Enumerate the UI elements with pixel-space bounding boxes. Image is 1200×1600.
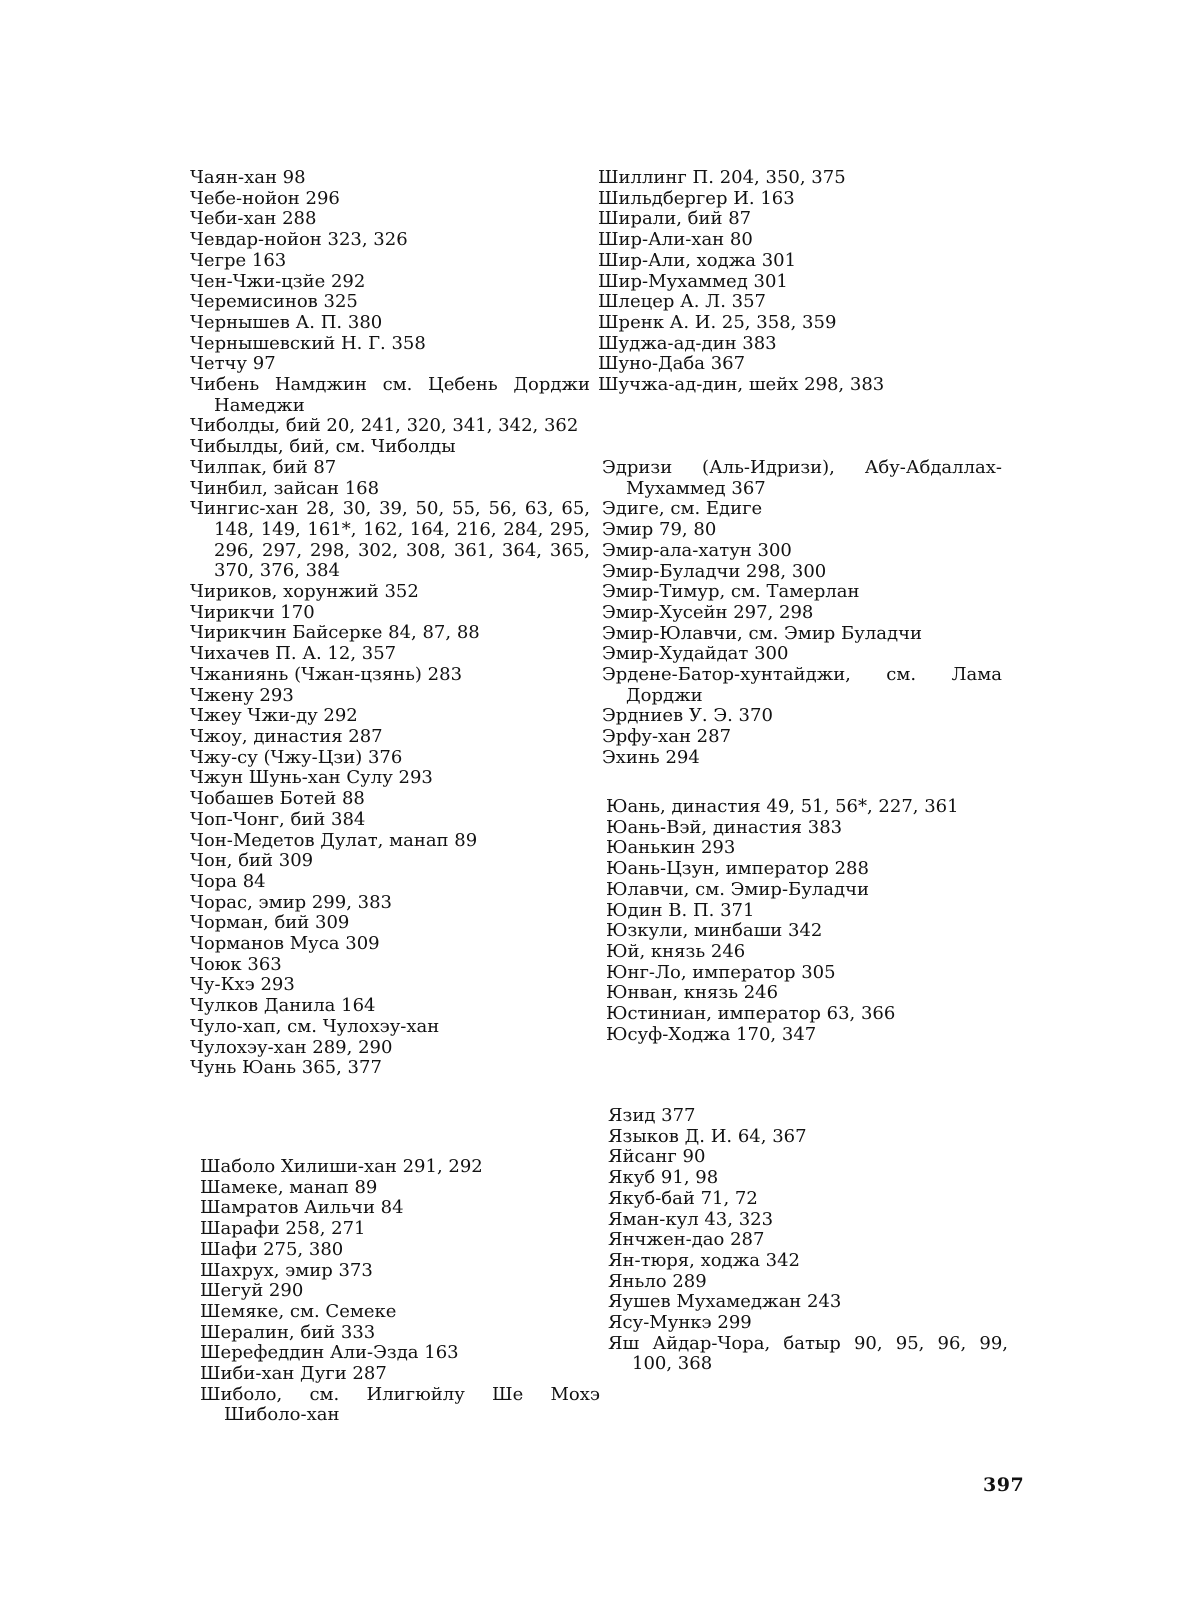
index-entry: Яман-кул 43, 323 bbox=[608, 1208, 774, 1230]
index-entry: Эмир-Хусейн 297, 298 bbox=[602, 601, 814, 623]
index-entry: Чевдар-нойон 323, 326 bbox=[190, 229, 408, 251]
index-entry: Шучжа-ад-дин, шейх 298, 383 bbox=[598, 374, 885, 396]
index-entry: Чибылды, бий, см. Чиболды bbox=[190, 436, 456, 458]
index-block-yu bbox=[606, 797, 1006, 1045]
index-entry: Шералин, бий 333 bbox=[200, 1321, 376, 1343]
index-entry: Шахрух, эмир 373 bbox=[200, 1259, 373, 1281]
index-entry: Чингис-хан 28, 30, 39, 50, 55, 56, 63, 65, 148, 149, 161*, 162, 164, 216, 284, 295, 296, 297, 298, 302, 308, 361, 364, 365, 370, 376, 384 bbox=[190, 498, 590, 582]
index-entry: Шегуй 290 bbox=[200, 1280, 304, 1302]
index-block-sha bbox=[200, 1157, 600, 1426]
index-entry: Шамратов Аильчи 84 bbox=[200, 1197, 404, 1219]
index-entry: Эрдене-Батор-хунтайджи, см. Лама Дорджи bbox=[602, 664, 1002, 706]
index-entry: Чора 84 bbox=[190, 870, 266, 892]
index-entry: Юань, династия 49, 51, 56*, 227, 361 bbox=[606, 796, 959, 817]
index-entry: Чегре 163 bbox=[190, 249, 287, 271]
index-entry: Чорманов Муса 309 bbox=[190, 933, 380, 955]
index-entry: Эдризи (Аль-Идризи), Абу-Абдаллах-Мухаммед 367 bbox=[602, 457, 1002, 499]
index-entry: Чеби-хан 288 bbox=[190, 208, 317, 230]
index-entry: Чинбил, зайсан 168 bbox=[190, 477, 380, 499]
index-entry: Чоюк 363 bbox=[190, 953, 282, 975]
index-entry: Яушев Мухамеджан 243 bbox=[608, 1291, 842, 1313]
index-entry: Чжену 293 bbox=[190, 684, 294, 706]
index-entry: Чиболды, бий 20, 241, 320, 341, 342, 362 bbox=[190, 415, 579, 437]
index-entry: Чжу-су (Чжу-Цзи) 376 bbox=[190, 746, 403, 768]
index-entry: Черемисинов 325 bbox=[190, 291, 358, 313]
index-entry: Эмир-Тимур, см. Тамерлан bbox=[602, 581, 860, 603]
index-entry: Ясу-Мункэ 299 bbox=[608, 1312, 752, 1334]
index-entry: Юдин В. П. 371 bbox=[606, 899, 755, 921]
index-entry: Якуб 91, 98 bbox=[608, 1167, 719, 1189]
index-entry: Чжун Шунь-хан Сулу 293 bbox=[190, 767, 433, 789]
index-entry: Эмир-Буладчи 298, 300 bbox=[602, 560, 827, 582]
index-entry: Яш Айдар-Чора, батыр 90, 95, 96, 99, 100, 368 bbox=[608, 1332, 1008, 1375]
index-entry: Ян-тюря, ходжа 342 bbox=[608, 1249, 801, 1271]
index-entry: Шир-Мухаммед 301 bbox=[598, 270, 788, 292]
index-entry: Юсуф-Ходжа 170, 347 bbox=[606, 1023, 817, 1045]
index-entry: Чжаниянь (Чжан-цзянь) 283 bbox=[190, 663, 463, 685]
index-block-shi bbox=[598, 168, 998, 396]
index-entry: Шиболо, см. Илигюйлу Ше Мохэ Шиболо-хан bbox=[200, 1383, 600, 1426]
index-entry: Чирикчи 170 bbox=[190, 601, 315, 623]
index-entry: Эмир-Юлавчи, см. Эмир Буладчи bbox=[602, 622, 923, 644]
index-entry: Шиллинг П. 204, 350, 375 bbox=[598, 167, 846, 188]
index-entry: Чорас, эмир 299, 383 bbox=[190, 891, 393, 913]
index-entry: Чибень Намджин см. Цебень Дорджи Намеджи bbox=[190, 374, 590, 416]
index-entry: Шарафи 258, 271 bbox=[200, 1218, 366, 1240]
index-entry: Четчу 97 bbox=[190, 353, 276, 375]
index-entry: Шаболо Хилиши-хан 291, 292 bbox=[200, 1156, 483, 1177]
index-entry: Чжоу, династия 287 bbox=[190, 725, 383, 747]
index-entry: Шафи 275, 380 bbox=[200, 1238, 344, 1260]
index-entry: Юань-Вэй, династия 383 bbox=[606, 816, 843, 838]
index-entry: Яйсанг 90 bbox=[608, 1146, 706, 1168]
index-entry: Язид 377 bbox=[608, 1105, 696, 1126]
index-entry: Яньло 289 bbox=[608, 1270, 707, 1292]
index-entry: Чихачев П. А. 12, 357 bbox=[190, 643, 397, 665]
index-entry: Шир-Али, ходжа 301 bbox=[598, 249, 797, 271]
index-entry: Чунь Юань 365, 377 bbox=[190, 1057, 382, 1079]
index-entry: Чирикчин Байсерке 84, 87, 88 bbox=[190, 622, 480, 644]
index-block-e bbox=[602, 458, 1002, 769]
index-entry: Чу-Кхэ 293 bbox=[190, 974, 295, 996]
index-entry: Юнг-Ло, император 305 bbox=[606, 961, 836, 983]
index-entry: Эхинь 294 bbox=[602, 746, 700, 768]
index-entry: Чебе-нойон 296 bbox=[190, 187, 340, 209]
index-entry: Юзкули, минбаши 342 bbox=[606, 920, 823, 942]
index-entry: Юань-Цзун, император 288 bbox=[606, 858, 869, 880]
index-entry: Эмир 79, 80 bbox=[602, 519, 717, 541]
index-entry: Шуджа-ад-дин 383 bbox=[598, 332, 777, 354]
index-entry: Чен-Чжи-цзйе 292 bbox=[190, 270, 366, 292]
index-entry: Ширали, бий 87 bbox=[598, 208, 752, 230]
index-entry: Чобашев Ботей 88 bbox=[190, 788, 365, 810]
index-entry: Шемяке, см. Семеке bbox=[200, 1300, 397, 1322]
index-entry: Шамеке, манап 89 bbox=[200, 1176, 378, 1198]
index-entry: Шлецер А. Л. 357 bbox=[598, 291, 766, 313]
index-entry: Чорман, бий 309 bbox=[190, 912, 350, 934]
index-entry: Чон-Медетов Дулат, манап 89 bbox=[190, 829, 478, 851]
index-entry: Якуб-бай 71, 72 bbox=[608, 1187, 758, 1209]
index-entry: Чуло-хап, см. Чулохэу-хан bbox=[190, 1015, 440, 1037]
index-entry: Чоп-Чонг, бий 384 bbox=[190, 808, 366, 830]
index-entry: Эдиге, см. Едиге bbox=[602, 498, 763, 520]
index-entry: Янчжен-дао 287 bbox=[608, 1229, 765, 1251]
index-entry: Шиби-хан Дуги 287 bbox=[200, 1363, 387, 1385]
index-entry: Чилпак, бий 87 bbox=[190, 456, 337, 478]
index-entry: Юлавчи, см. Эмир-Буладчи bbox=[606, 878, 869, 900]
index-entry: Шренк А. И. 25, 358, 359 bbox=[598, 311, 837, 333]
index-block-ya bbox=[608, 1106, 1008, 1375]
index-entry: Чернышев А. П. 380 bbox=[190, 311, 383, 333]
index-entry: Языков Д. И. 64, 367 bbox=[608, 1125, 807, 1147]
index-entry: Чон, бий 309 bbox=[190, 850, 314, 872]
index-entry: Чжеу Чжи-ду 292 bbox=[190, 705, 358, 727]
index-entry: Юнван, князь 246 bbox=[606, 982, 779, 1004]
index-entry: Юанькин 293 bbox=[606, 837, 736, 859]
index-entry: Эрдниев У. Э. 370 bbox=[602, 705, 773, 727]
index-entry: Шир-Али-хан 80 bbox=[598, 229, 753, 251]
index-entry: Чириков, хорунжий 352 bbox=[190, 581, 419, 603]
page-number: 397 bbox=[983, 1474, 1025, 1496]
index-entry: Эмир-Худайдат 300 bbox=[602, 643, 789, 665]
index-entry: Чулков Данила 164 bbox=[190, 995, 376, 1017]
index-entry: Чаян-хан 98 bbox=[190, 167, 306, 188]
index-entry: Юстиниан, император 63, 366 bbox=[606, 1003, 896, 1025]
index-entry: Шерефеддин Али-Эзда 163 bbox=[200, 1342, 459, 1364]
index-entry: Шильдбергер И. 163 bbox=[598, 187, 795, 209]
index-entry: Юй, князь 246 bbox=[606, 940, 746, 962]
index-entry: Шуно-Даба 367 bbox=[598, 353, 746, 375]
index-entry: Эмир-ала-хатун 300 bbox=[602, 539, 792, 561]
index-entry: Чернышевский Н. Г. 358 bbox=[190, 332, 426, 354]
index-entry: Эрфу-хан 287 bbox=[602, 726, 732, 748]
index-entry: Чулохэу-хан 289, 290 bbox=[190, 1036, 393, 1058]
index-block-che bbox=[190, 168, 590, 1079]
